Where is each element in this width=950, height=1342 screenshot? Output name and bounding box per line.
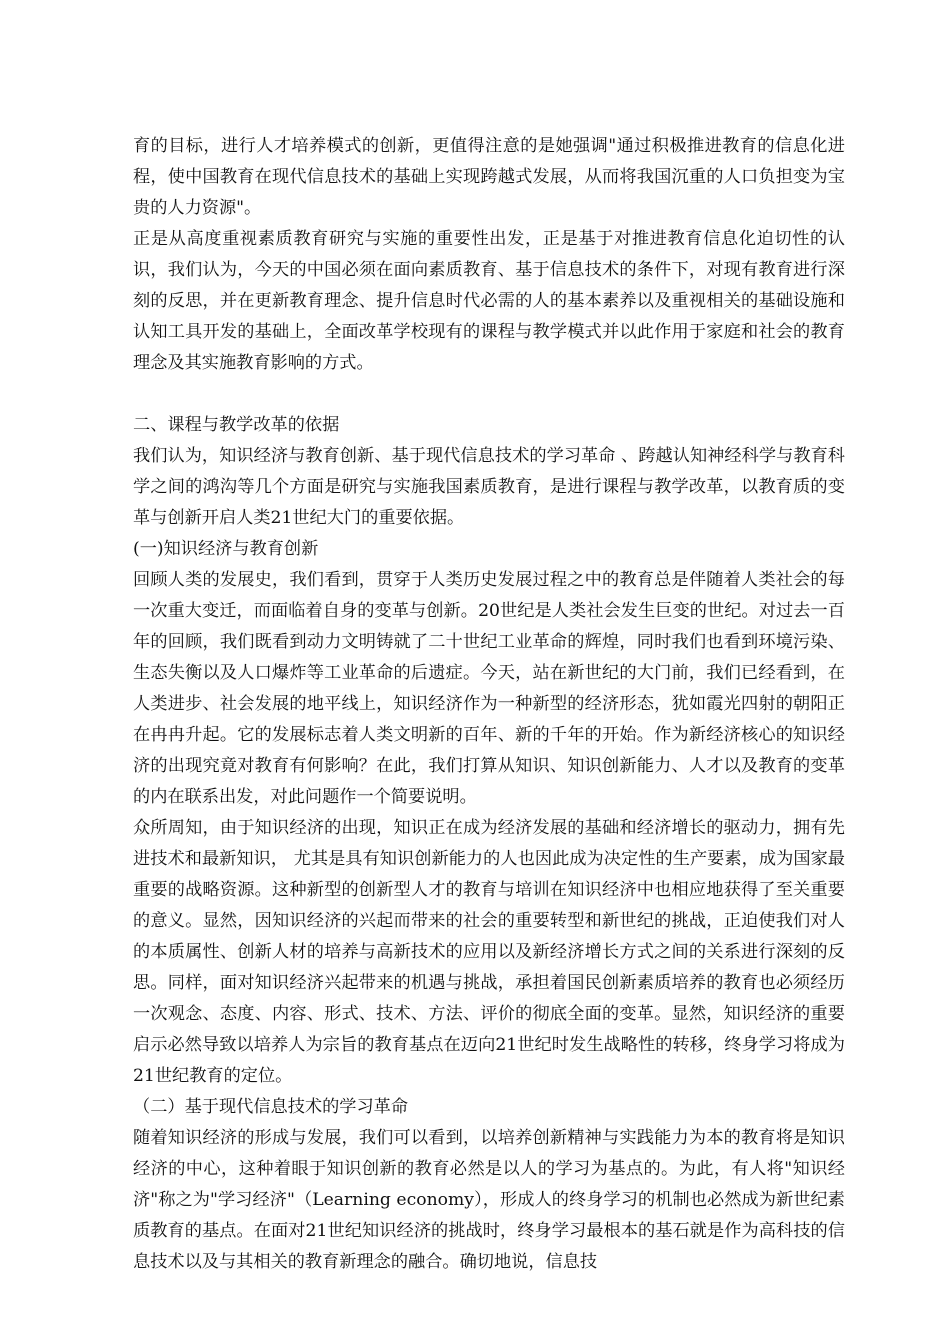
paragraph-4: 回顾人类的发展史，我们看到，贯穿于人类历史发展过程之中的教育总是伴随着人类社会的每一次重大变迁，而面临着自身的变革与创新。20世纪是人类社会发生巨变的世纪。对过去一百年的回顾，我们既看到动力文明铸就了二十世纪工业革命的辉煌，同时我们也看到环境污染、生态失衡以及人口爆炸等工业革命的后遗症。今天，站在新世纪的大门前，我们已经看到，在人类进步、社会发展的地平线上，知识经济作为一种新型的经济形态，犹如霞光四射的朝阳正在冉冉升起。它的发展标志着人类文明新的百年、新的千年的开始。作为新经济核心的知识经济的出现究竟对教育有何影响？在此，我们打算从知识、知识创新能力、人才以及教育的变革的内在联系出发，对此问题作一个简要说明。: [133, 570, 845, 807]
paragraph-2: 正是从高度重视素质教育研究与实施的重要性出发，正是基于对推进教育信息化迫切性的认识，我们认为，今天的中国必须在面向素质教育、基于信息技术的条件下，对现有教育进行深刻的反思，并在更新教育理念、提升信息时代必需的人的基本素养以及重视相关的基础设施和认知工具开发的基础上，全面改革学校现有的课程与教学模式并以此作用于家庭和社会的教育理念及其实施教育影响的方式。: [133, 229, 845, 373]
paragraph-5: 众所周知，由于知识经济的出现，知识正在成为经济发展的基础和经济增长的驱动力，拥有先进技术和最新知识， 尤其是具有知识创新能力的人也因此成为决定性的生产要素，成为国家最重要的战略资源。这种新型的创新型人才的教育与培训在知识经济中也相应地获得了至关重要的意义。显然，因知识经济的兴起而带来的社会的重要转型和新世纪的挑战，正迫使我们对人的本质属性、创新人材的培养与高新技术的应用以及新经济增长方式之间的关系进行深刻的反思。同样，面对知识经济兴起带来的机遇与挑战，承担着国民创新素质培养的教育也必须经历一次观念、态度、内容、形式、技术、方法、评价的彻底全面的变革。显然，知识经济的重要启示必然导致以培养人为宗旨的教育基点在迈向21世纪时发生战略性的转移，终身学习将成为21世纪教育的定位。: [133, 818, 845, 1086]
document-page: [133, 131, 845, 1278]
paragraph-3: 我们认为，知识经济与教育创新、基于现代信息技术的学习革命 、跨越认知神经科学与教育科学之间的鸿沟等几个方面是研究与实施我国素质教育，是进行课程与教学改革，以教育质的变革与创新开启人类21世纪大门的重要依据。: [133, 446, 845, 528]
paragraph-1: 育的目标，进行人才培养模式的创新，更值得注意的是她强调"通过积极推进教育的信息化进程，使中国教育在现代信息技术的基础上实现跨越式发展，从而将我国沉重的人口负担变为宝贵的人力资源"。: [133, 136, 845, 218]
paragraph-6: 随着知识经济的形成与发展，我们可以看到，以培养创新精神与实践能力为本的教育将是知识经济的中心，这种着眼于知识创新的教育必然是以人的学习为基点的。为此，有人将"知识经济"称之为"学习经济"（Learning economy），形成人的终身学习的机制也必然成为新世纪素质教育的基点。在面对21世纪知识经济的挑战时，终身学习最根本的基石就是作为高科技的信息技术以及与其相关的教育新理念的融合。确切地说，信息技: [133, 1128, 845, 1272]
blank-line: [133, 379, 845, 410]
subsection-heading-2: （二）基于现代信息技术的学习革命: [133, 1097, 409, 1117]
subsection-heading-1: (一)知识经济与教育创新: [133, 539, 319, 559]
section-heading-2: 二、课程与教学改革的依据: [133, 415, 340, 435]
